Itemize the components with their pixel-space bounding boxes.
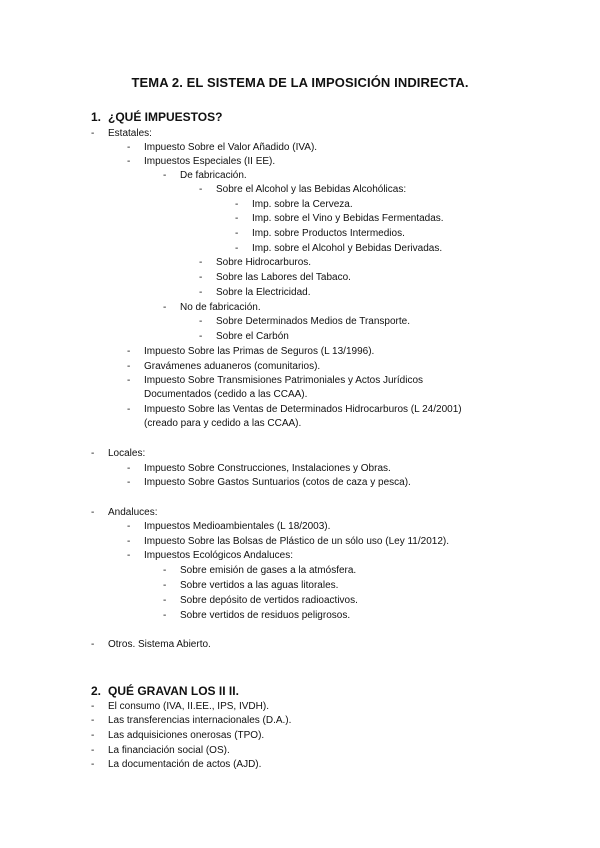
- bullet-dash: -: [91, 730, 95, 741]
- list-item-tabaco: Sobre las Labores del Tabaco.: [216, 272, 351, 283]
- list-item-medioambientales: Impuestos Medioambientales (L 18/2003).: [144, 521, 331, 532]
- bullet-dash: -: [91, 745, 95, 756]
- bullet-dash: -: [91, 759, 95, 770]
- bullet-dash: -: [127, 521, 131, 532]
- list-item: Las transferencias internacionales (D.A.).: [108, 715, 292, 726]
- list-item-carbon: Sobre el Carbón: [216, 331, 289, 342]
- list-item-transporte: Sobre Determinados Medios de Transporte.: [216, 316, 410, 327]
- bullet-dash: -: [163, 580, 167, 591]
- bullet-dash: -: [127, 477, 131, 488]
- list-item-ivdh: Impuesto Sobre las Ventas de Determinados Hidrocarburos (L 24/2001): [144, 404, 462, 415]
- list-item-icio: Impuesto Sobre Construcciones, Instalaciones y Obras.: [144, 463, 391, 474]
- list-item-cerveza: Imp. sobre la Cerveza.: [252, 199, 353, 210]
- bullet-dash: -: [127, 550, 131, 561]
- list-item-estatales: Estatales:: [108, 128, 152, 139]
- list-item: El consumo (IVA, II.EE., IPS, IVDH).: [108, 701, 269, 712]
- bullet-dash: -: [127, 536, 131, 547]
- bullet-dash: -: [163, 595, 167, 606]
- list-item-iva: Impuesto Sobre el Valor Añadido (IVA).: [144, 142, 318, 153]
- bullet-dash: -: [163, 170, 167, 181]
- section-2-heading: [91, 684, 239, 698]
- bullet-dash: -: [199, 272, 203, 283]
- bullet-dash: -: [91, 701, 95, 712]
- section-1-heading: [91, 110, 222, 124]
- list-item-suntuarios: Impuesto Sobre Gastos Suntuarios (cotos de caza y pesca).: [144, 477, 411, 488]
- bullet-dash: -: [127, 404, 131, 415]
- bullet-dash: -: [235, 243, 239, 254]
- bullet-dash: -: [235, 213, 239, 224]
- list-item-otros: Otros. Sistema Abierto.: [108, 639, 211, 650]
- list-item-andaluces: Andaluces:: [108, 507, 158, 518]
- section-1-number: 1.: [91, 110, 102, 124]
- bullet-dash: -: [163, 610, 167, 621]
- bullet-dash: -: [199, 287, 203, 298]
- list-item-alcohol: Sobre el Alcohol y las Bebidas Alcohólicas:: [216, 184, 407, 195]
- list-item-primas: Impuesto Sobre las Primas de Seguros (L 13/1996).: [144, 346, 375, 357]
- list-item-no-fabricacion: No de fabricación.: [180, 302, 261, 313]
- bullet-dash: -: [163, 565, 167, 576]
- bullet-dash: -: [199, 257, 203, 268]
- bullet-dash: -: [127, 156, 131, 167]
- list-item: Las adquisiciones onerosas (TPO).: [108, 730, 265, 741]
- section-2-title: QUÉ GRAVAN LOS II II.: [108, 684, 239, 698]
- list-item-ecologicos: Impuestos Ecológicos Andaluces:: [144, 550, 293, 561]
- bullet-dash: -: [91, 128, 95, 139]
- bullet-dash: -: [127, 463, 131, 474]
- list-item: La financiación social (OS).: [108, 745, 230, 756]
- list-item: La documentación de actos (AJD).: [108, 759, 262, 770]
- list-item-radioactivos: Sobre depósito de vertidos radioactivos.: [180, 595, 358, 606]
- bullet-dash: -: [163, 302, 167, 313]
- document-title: TEMA 2. EL SISTEMA DE LA IMPOSICIÓN INDIRECTA.: [131, 75, 469, 90]
- list-item-de-fabricacion: De fabricación.: [180, 170, 247, 181]
- bullet-dash: -: [199, 184, 203, 195]
- list-item-gases: Sobre emisión de gases a la atmósfera.: [180, 565, 357, 576]
- bullet-dash: -: [199, 331, 203, 342]
- bullet-dash: -: [199, 316, 203, 327]
- bullet-dash: -: [127, 375, 131, 386]
- list-item-peligrosos: Sobre vertidos de residuos peligrosos.: [180, 610, 351, 621]
- list-item-vino: Imp. sobre el Vino y Bebidas Fermentadas.: [252, 213, 444, 224]
- section-1-title: ¿QUÉ IMPUESTOS?: [108, 110, 223, 124]
- bullet-dash: -: [91, 715, 95, 726]
- bullet-dash: -: [235, 199, 239, 210]
- list-item-hidrocarburos: Sobre Hidrocarburos.: [216, 257, 312, 268]
- bullet-dash: -: [127, 346, 131, 357]
- list-item-bolsas: Impuesto Sobre las Bolsas de Plástico de un sólo uso (Ley 11/2012).: [144, 536, 449, 547]
- list-item-itp-continued: Documentados (cedido a las CCAA).: [144, 389, 308, 400]
- list-item-vertidos-litorales: Sobre vertidos a las aguas litorales.: [180, 580, 339, 591]
- list-item-derivadas: Imp. sobre el Alcohol y Bebidas Derivadas.: [252, 243, 443, 254]
- list-item-locales: Locales:: [108, 448, 146, 459]
- bullet-dash: -: [235, 228, 239, 239]
- bullet-dash: -: [127, 142, 131, 153]
- bullet-dash: -: [91, 448, 95, 459]
- list-item-intermedios: Imp. sobre Productos Intermedios.: [252, 228, 405, 239]
- list-item-electricidad: Sobre la Electricidad.: [216, 287, 311, 298]
- list-item-aduaneros: Gravámenes aduaneros (comunitarios).: [144, 361, 321, 372]
- list-item-ivdh-continued: (creado para y cedido a las CCAA).: [144, 418, 302, 429]
- bullet-dash: -: [91, 507, 95, 518]
- bullet-dash: -: [127, 361, 131, 372]
- list-item-itp: Impuesto Sobre Transmisiones Patrimoniales y Actos Jurídicos: [144, 375, 424, 386]
- section-2-number: 2.: [91, 684, 102, 698]
- bullet-dash: -: [91, 639, 95, 650]
- list-item-especiales: Impuestos Especiales (II EE).: [144, 156, 276, 167]
